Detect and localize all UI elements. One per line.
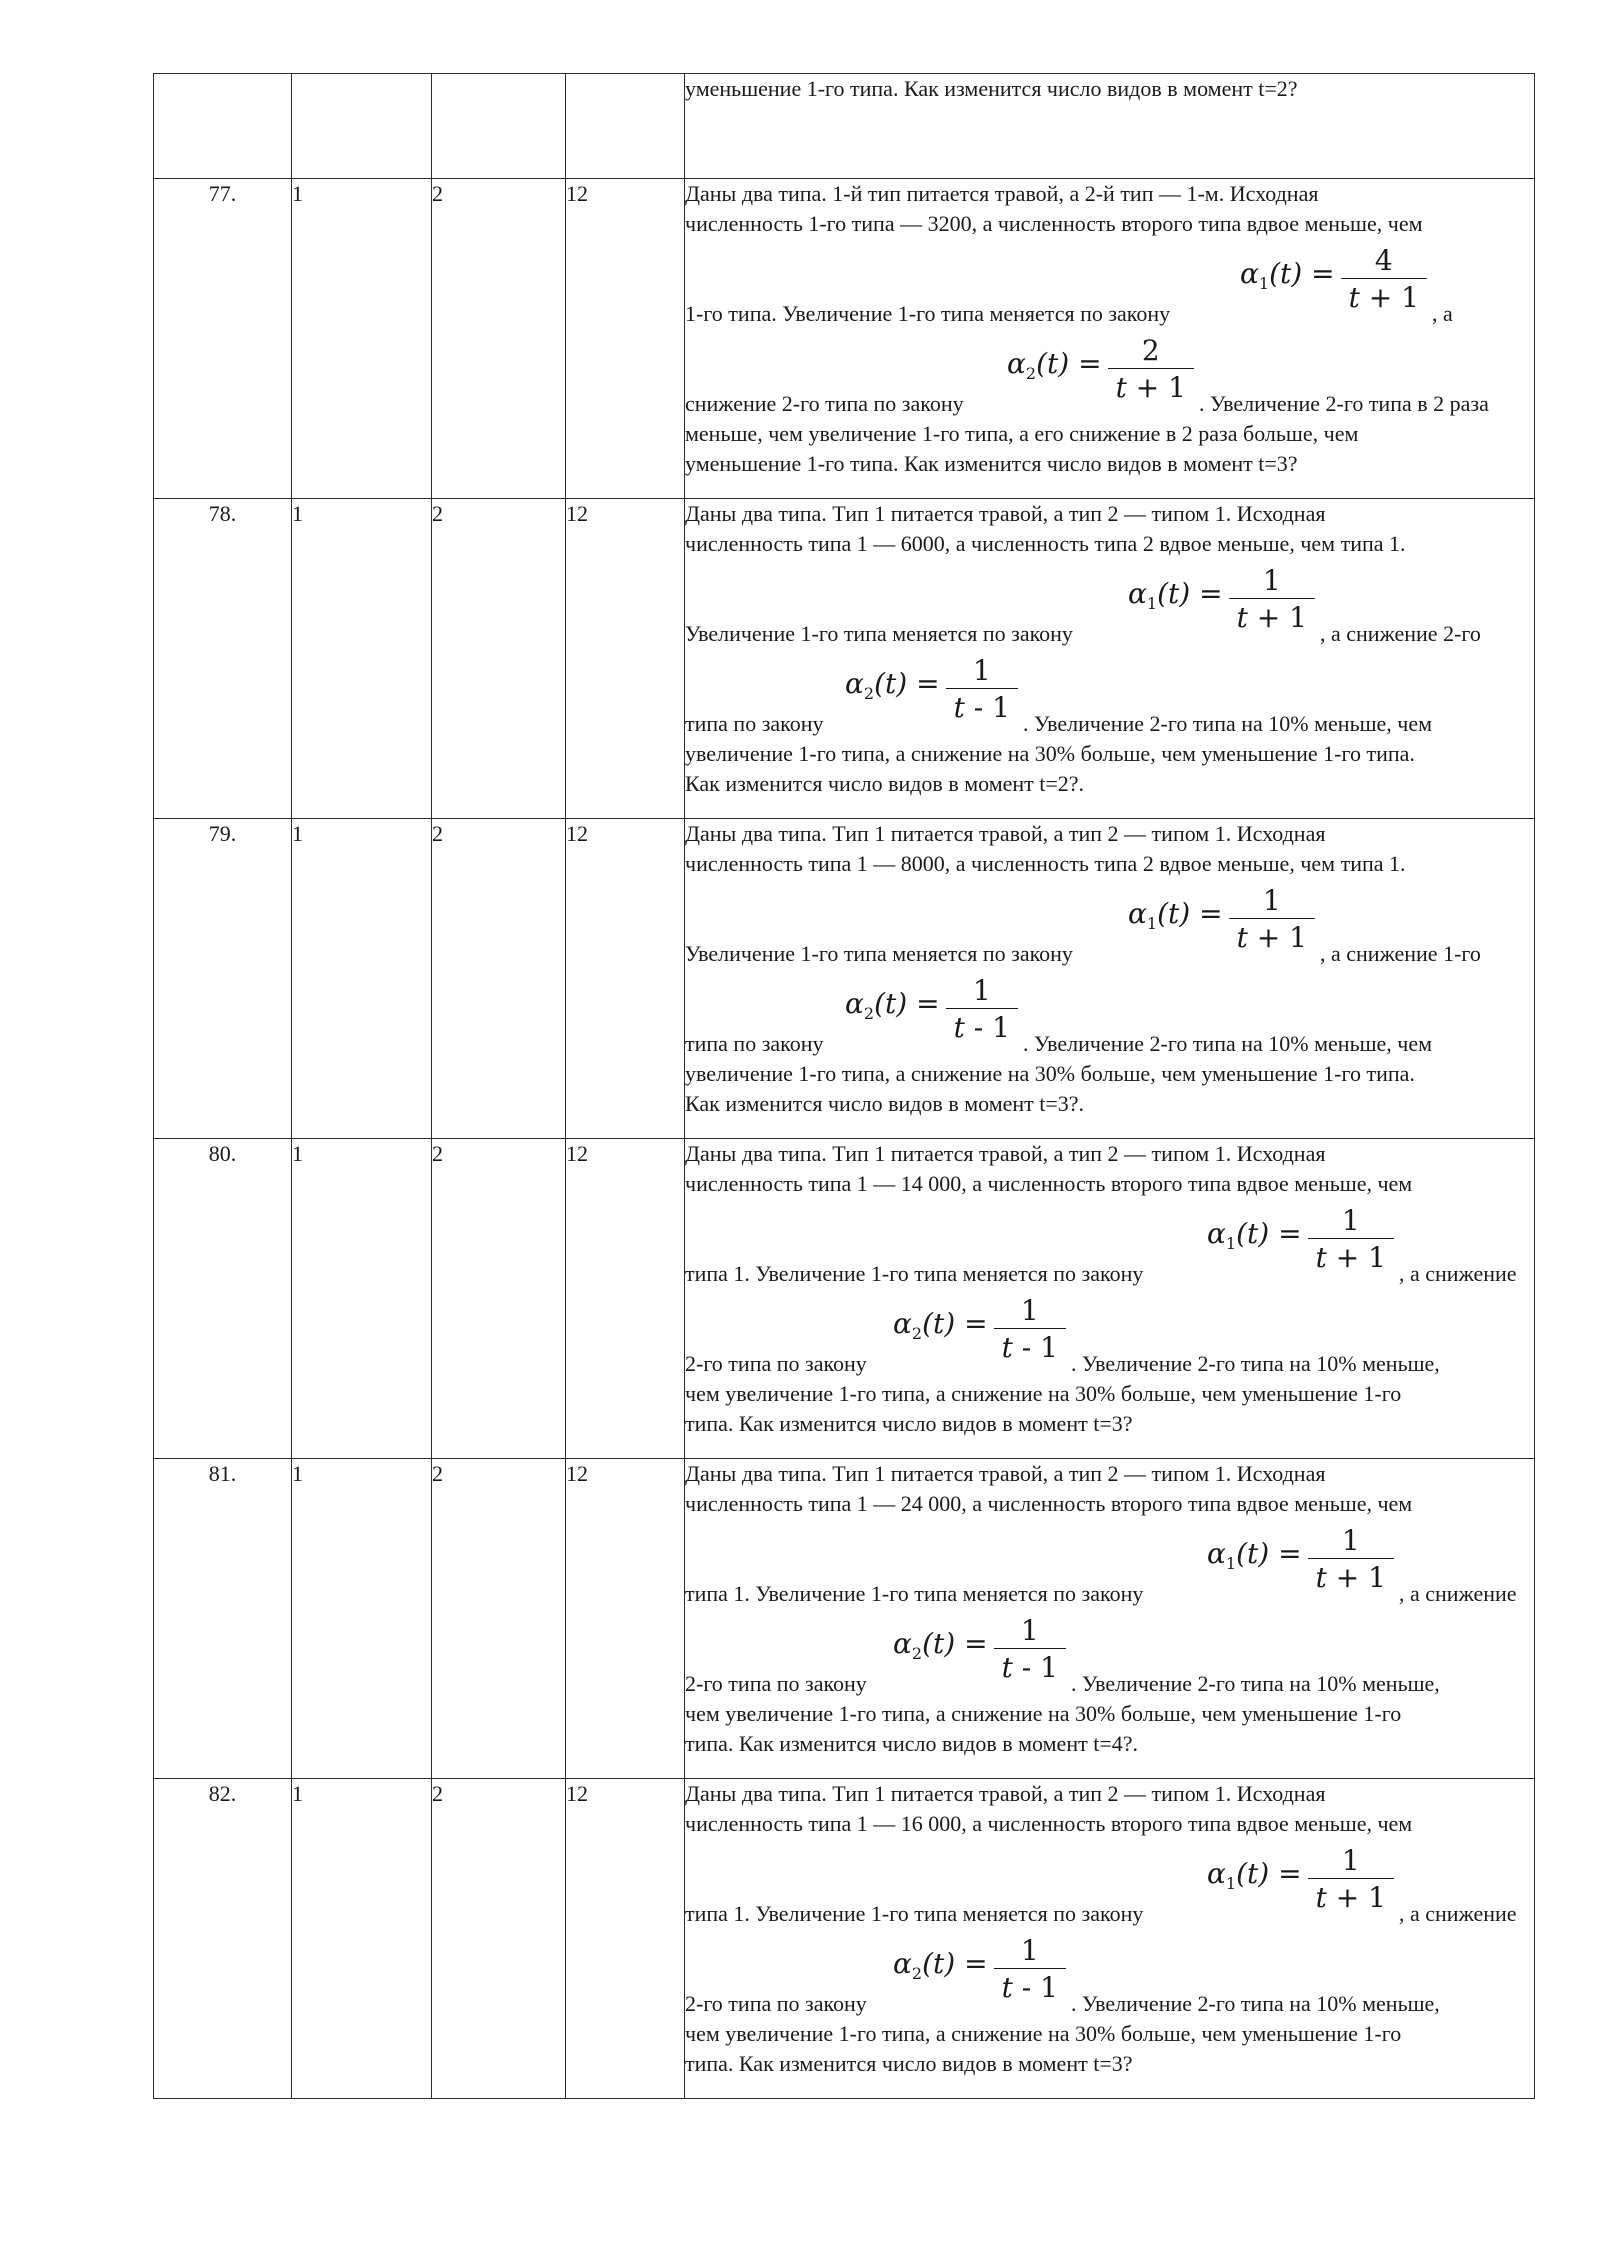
formula-subscript: 2 <box>911 1324 923 1343</box>
task-number-cell: 78. <box>154 499 292 819</box>
task-text-line: численность 1-го типа — 3200, а численность второго типа вдвое меньше, чем <box>685 211 1423 236</box>
formula-tail-text: . Увеличение 2-го типа на 10% меньше, чем <box>1023 711 1433 736</box>
formula-argument: (t) = <box>922 1947 988 1980</box>
formula-argument: (t) = <box>1036 347 1102 380</box>
formula-fraction <box>994 1294 1066 1365</box>
task-col3-cell: 12 <box>566 1459 685 1779</box>
formula-lead-text: снижение 2-го типа по закону <box>685 391 964 416</box>
task-text-formula-line <box>685 1289 1534 1379</box>
formula-numerator: 1 <box>972 653 991 687</box>
formula-denominator <box>1341 278 1427 315</box>
alpha-formula <box>845 649 1018 729</box>
task-text-line: типа. Как изменится число видов в момент t=3? <box>685 2051 1133 2076</box>
task-text-formula-line <box>685 559 1534 649</box>
formula-alpha: α <box>1207 1857 1226 1890</box>
task-text-line: Даны два типа. Тип 1 питается травой, а тип 2 — типом 1. Исходная <box>685 1781 1326 1806</box>
formula-alpha: α <box>893 1947 912 1980</box>
formula-den-operator: + <box>1335 1560 1360 1594</box>
task-text-line: Даны два типа. Тип 1 питается травой, а тип 2 — типом 1. Исходная <box>685 501 1326 526</box>
task-col1-cell: 1 <box>292 499 432 819</box>
formula-numerator: 1 <box>1262 883 1281 917</box>
formula-alpha: α <box>1207 1537 1226 1570</box>
formula-numerator: 1 <box>1341 1203 1360 1237</box>
formula-subscript: 1 <box>1225 1554 1237 1573</box>
formula-alpha: α <box>893 1307 912 1340</box>
task-text-formula-line <box>685 1839 1534 1929</box>
formula-numerator: 1 <box>1020 1933 1039 1967</box>
formula-subscript: 2 <box>911 1964 923 1983</box>
task-col3-cell: 12 <box>566 499 685 819</box>
formula-den-operator: + <box>1368 280 1393 314</box>
formula-den-variable: t <box>1115 370 1127 404</box>
task-number-cell: 82. <box>154 1779 292 2099</box>
formula-denominator <box>994 1648 1066 1685</box>
formula-subscript: 2 <box>863 1004 875 1023</box>
formula-den-operator: + <box>1335 1880 1360 1914</box>
formula-numerator: 1 <box>1020 1293 1039 1327</box>
task-col2-cell: 2 <box>432 1779 566 2099</box>
formula-tail-text: . Увеличение 2-го типа на 10% меньше, <box>1071 1671 1440 1696</box>
formula-fraction <box>1308 1204 1394 1275</box>
formula-subscript: 2 <box>911 1644 923 1663</box>
formula-den-constant: 1 <box>1401 280 1419 314</box>
task-text-line: меньше, чем увеличение 1-го типа, а его снижение в 2 раза больше, чем <box>685 421 1359 446</box>
formula-tail-text: , а снижение <box>1399 1901 1517 1926</box>
tasks-table-body <box>154 74 1535 2099</box>
task-text-line: численность типа 1 — 8000, а численность типа 2 вдвое меньше, чем типа 1. <box>685 851 1406 876</box>
task-text-line: чем увеличение 1-го типа, а снижение на 30% больше, чем уменьшение 1-го <box>685 1381 1402 1406</box>
formula-den-constant: 1 <box>1368 1240 1386 1274</box>
formula-denominator <box>994 1968 1066 2005</box>
formula-argument: (t) = <box>874 987 940 1020</box>
formula-lead-text: типа по закону <box>685 711 824 736</box>
formula-alpha: α <box>1240 257 1259 290</box>
alpha-formula <box>1128 559 1315 639</box>
formula-alpha: α <box>893 1627 912 1660</box>
formula-lead-text: 2-го типа по закону <box>685 1991 867 2016</box>
task-text-cell <box>685 179 1535 499</box>
task-text-formula-line <box>685 969 1534 1059</box>
formula-lhs <box>1128 579 1229 619</box>
task-col3-cell: 12 <box>566 819 685 1139</box>
formula-fraction <box>1308 1844 1394 1915</box>
task-text-line: Как изменится число видов в момент t=3?. <box>685 1091 1085 1116</box>
formula-lhs <box>1207 1539 1308 1579</box>
task-text-line: численность типа 1 — 6000, а численность типа 2 вдвое меньше, чем типа 1. <box>685 531 1406 556</box>
formula-argument: (t) = <box>1236 1537 1302 1570</box>
alpha-formula <box>893 1929 1066 2009</box>
formula-subscript: 1 <box>1258 274 1270 293</box>
task-text-formula-line <box>685 1199 1534 1289</box>
task-text-cell <box>685 1139 1535 1459</box>
task-number-cell: 81. <box>154 1459 292 1779</box>
formula-lead-text: 2-го типа по закону <box>685 1351 867 1376</box>
formula-tail-text: , а снижение <box>1399 1581 1517 1606</box>
task-row <box>154 499 1535 819</box>
alpha-formula <box>1128 879 1315 959</box>
formula-lhs <box>893 1309 994 1349</box>
formula-fraction <box>1108 334 1194 405</box>
task-text-line: численность типа 1 — 16 000, а численность второго типа вдвое меньше, чем <box>685 1811 1413 1836</box>
formula-lead-text: типа 1. Увеличение 1-го типа меняется по закону <box>685 1261 1144 1286</box>
task-text-formula-line <box>685 1519 1534 1609</box>
task-text-cell <box>685 74 1535 179</box>
formula-den-variable: t <box>1236 920 1248 954</box>
task-col2-cell: 2 <box>432 499 566 819</box>
task-row <box>154 1779 1535 2099</box>
alpha-formula <box>1240 239 1427 319</box>
formula-den-variable: t <box>1001 1970 1013 2004</box>
task-text-line: Даны два типа. Тип 1 питается травой, а тип 2 — типом 1. Исходная <box>685 1141 1326 1166</box>
task-col1-cell: 1 <box>292 1139 432 1459</box>
alpha-formula <box>893 1609 1066 1689</box>
formula-tail-text: . Увеличение 2-го типа в 2 раза <box>1199 391 1489 416</box>
formula-denominator <box>1108 368 1194 405</box>
formula-tail-text: , а снижение <box>1399 1261 1517 1286</box>
formula-den-variable: t <box>1315 1560 1327 1594</box>
formula-fraction <box>1229 884 1315 955</box>
task-col1-cell: 1 <box>292 179 432 499</box>
formula-fraction <box>994 1934 1066 2005</box>
formula-lead-text: типа 1. Увеличение 1-го типа меняется по закону <box>685 1581 1144 1606</box>
task-col3-cell: 12 <box>566 179 685 499</box>
task-col2-cell: 2 <box>432 179 566 499</box>
formula-alpha: α <box>845 667 864 700</box>
task-text-cell <box>685 1779 1535 2099</box>
formula-argument: (t) = <box>922 1307 988 1340</box>
formula-den-constant: 1 <box>1368 1560 1386 1594</box>
formula-alpha: α <box>1007 347 1026 380</box>
formula-lead-text: типа 1. Увеличение 1-го типа меняется по закону <box>685 1901 1144 1926</box>
task-number-cell: 80. <box>154 1139 292 1459</box>
task-text-line: типа. Как изменится число видов в момент t=3? <box>685 1411 1133 1436</box>
formula-den-operator: - <box>1021 1970 1032 2004</box>
task-row <box>154 1139 1535 1459</box>
formula-den-constant: 1 <box>1289 600 1307 634</box>
task-text-line: Даны два типа. Тип 1 питается травой, а тип 2 — типом 1. Исходная <box>685 1461 1326 1486</box>
formula-den-constant: 1 <box>992 1010 1010 1044</box>
formula-denominator <box>994 1328 1066 1365</box>
alpha-formula <box>1007 329 1194 409</box>
formula-denominator <box>1308 1558 1394 1595</box>
task-text-line: типа. Как изменится число видов в момент t=4?. <box>685 1731 1138 1756</box>
task-text-line: увеличение 1-го типа, а снижение на 30% больше, чем уменьшение 1-го типа. <box>685 741 1415 766</box>
task-col3-cell: 12 <box>566 1779 685 2099</box>
formula-denominator <box>1308 1878 1394 1915</box>
formula-den-constant: 1 <box>1368 1880 1386 1914</box>
formula-numerator: 1 <box>1262 563 1281 597</box>
formula-den-constant: 1 <box>1289 920 1307 954</box>
formula-tail-text: , а снижение 2-го <box>1320 621 1481 646</box>
formula-den-operator: - <box>1021 1650 1032 1684</box>
formula-den-variable: t <box>953 1010 965 1044</box>
task-col1-cell <box>292 74 432 179</box>
formula-den-constant: 1 <box>1040 1330 1058 1364</box>
task-text-formula-line <box>685 239 1534 329</box>
formula-numerator: 2 <box>1141 333 1160 367</box>
task-text-line: чем увеличение 1-го типа, а снижение на 30% больше, чем уменьшение 1-го <box>685 1701 1402 1726</box>
formula-fraction <box>1341 244 1427 315</box>
formula-lhs <box>1128 899 1229 939</box>
task-col1-cell: 1 <box>292 1459 432 1779</box>
formula-den-operator: + <box>1256 920 1281 954</box>
formula-lhs <box>845 989 946 1029</box>
formula-numerator: 1 <box>1341 1843 1360 1877</box>
formula-lhs <box>1240 259 1341 299</box>
task-col2-cell: 2 <box>432 1459 566 1779</box>
formula-fraction <box>1308 1524 1394 1595</box>
formula-numerator: 1 <box>1020 1613 1039 1647</box>
formula-tail-text: . Увеличение 2-го типа на 10% меньше, чем <box>1023 1031 1433 1056</box>
formula-lhs <box>845 669 946 709</box>
formula-tail-text: , а снижение 1-го <box>1320 941 1481 966</box>
formula-den-operator: + <box>1335 1240 1360 1274</box>
formula-denominator <box>1308 1238 1394 1275</box>
formula-tail-text: , а <box>1432 301 1453 326</box>
formula-fraction <box>946 974 1018 1045</box>
task-col2-cell <box>432 74 566 179</box>
alpha-formula <box>845 969 1018 1049</box>
task-text-formula-line <box>685 879 1534 969</box>
formula-numerator: 1 <box>972 973 991 1007</box>
task-text-line: Даны два типа. Тип 1 питается травой, а тип 2 — типом 1. Исходная <box>685 821 1326 846</box>
formula-argument: (t) = <box>922 1627 988 1660</box>
task-row <box>154 1459 1535 1779</box>
task-col1-cell: 1 <box>292 819 432 1139</box>
formula-numerator: 1 <box>1341 1523 1360 1557</box>
alpha-formula <box>1207 1839 1394 1919</box>
formula-argument: (t) = <box>1157 897 1223 930</box>
formula-den-variable: t <box>1236 600 1248 634</box>
task-text-cell <box>685 819 1535 1139</box>
formula-den-constant: 1 <box>1168 370 1186 404</box>
task-row <box>154 179 1535 499</box>
task-text-cell <box>685 499 1535 819</box>
task-col2-cell: 2 <box>432 819 566 1139</box>
formula-subscript: 2 <box>863 684 875 703</box>
formula-den-constant: 1 <box>992 690 1010 724</box>
formula-den-variable: t <box>953 690 965 724</box>
task-text-formula-line <box>685 1929 1534 2019</box>
formula-den-constant: 1 <box>1040 1970 1058 2004</box>
task-text-cell <box>685 1459 1535 1779</box>
formula-lhs <box>1007 349 1108 389</box>
task-text-formula-line <box>685 329 1534 419</box>
formula-den-variable: t <box>1348 280 1360 314</box>
formula-lead-text: типа по закону <box>685 1031 824 1056</box>
formula-subscript: 1 <box>1146 914 1158 933</box>
formula-denominator <box>1229 918 1315 955</box>
formula-argument: (t) = <box>1236 1857 1302 1890</box>
formula-lead-text: 1-го типа. Увеличение 1-го типа меняется по закону <box>685 301 1171 326</box>
task-col1-cell: 1 <box>292 1779 432 2099</box>
task-text-line: Даны два типа. 1-й тип питается травой, а 2-й тип — 1-м. Исходная <box>685 181 1319 206</box>
formula-subscript: 1 <box>1225 1874 1237 1893</box>
formula-den-operator: + <box>1135 370 1160 404</box>
formula-denominator <box>1229 598 1315 635</box>
alpha-formula <box>893 1289 1066 1369</box>
formula-lead-text: 2-го типа по закону <box>685 1671 867 1696</box>
formula-den-operator: + <box>1256 600 1281 634</box>
formula-alpha: α <box>845 987 864 1020</box>
task-text-line: Как изменится число видов в момент t=2?. <box>685 771 1085 796</box>
formula-tail-text: . Увеличение 2-го типа на 10% меньше, <box>1071 1991 1440 2016</box>
task-text-formula-line <box>685 1609 1534 1699</box>
task-text-line: уменьшение 1-го типа. Как изменится число видов в момент t=2? <box>685 76 1298 101</box>
formula-numerator: 4 <box>1374 243 1393 277</box>
formula-den-variable: t <box>1315 1240 1327 1274</box>
formula-alpha: α <box>1207 1217 1226 1250</box>
formula-lhs <box>893 1629 994 1669</box>
task-number-cell <box>154 74 292 179</box>
formula-lead-text: Увеличение 1-го типа меняется по закону <box>685 941 1073 966</box>
formula-lhs <box>1207 1859 1308 1899</box>
formula-denominator <box>946 688 1018 725</box>
formula-den-operator: - <box>973 690 984 724</box>
formula-denominator <box>946 1008 1018 1045</box>
task-text-formula-line <box>685 649 1534 739</box>
task-text-line: численность типа 1 — 24 000, а численность второго типа вдвое меньше, чем <box>685 1491 1413 1516</box>
task-col3-cell <box>566 74 685 179</box>
task-row <box>154 74 1535 179</box>
formula-den-variable: t <box>1315 1880 1327 1914</box>
task-col2-cell: 2 <box>432 1139 566 1459</box>
formula-alpha: α <box>1128 577 1147 610</box>
formula-tail-text: . Увеличение 2-го типа на 10% меньше, <box>1071 1351 1440 1376</box>
formula-alpha: α <box>1128 897 1147 930</box>
formula-subscript: 2 <box>1025 364 1037 383</box>
formula-lead-text: Увеличение 1-го типа меняется по закону <box>685 621 1073 646</box>
formula-den-variable: t <box>1001 1330 1013 1364</box>
tasks-table <box>153 73 1535 2099</box>
task-col3-cell: 12 <box>566 1139 685 1459</box>
formula-subscript: 1 <box>1225 1234 1237 1253</box>
task-text-line: увеличение 1-го типа, а снижение на 30% больше, чем уменьшение 1-го типа. <box>685 1061 1415 1086</box>
task-row <box>154 819 1535 1139</box>
formula-fraction <box>1229 564 1315 635</box>
formula-argument: (t) = <box>874 667 940 700</box>
formula-argument: (t) = <box>1269 257 1335 290</box>
task-text-line: численность типа 1 — 14 000, а численность второго типа вдвое меньше, чем <box>685 1171 1413 1196</box>
formula-fraction <box>946 654 1018 725</box>
formula-argument: (t) = <box>1236 1217 1302 1250</box>
formula-den-operator: - <box>1021 1330 1032 1364</box>
formula-den-operator: - <box>973 1010 984 1044</box>
alpha-formula <box>1207 1199 1394 1279</box>
alpha-formula <box>1207 1519 1394 1599</box>
formula-fraction <box>994 1614 1066 1685</box>
formula-argument: (t) = <box>1157 577 1223 610</box>
formula-lhs <box>1207 1219 1308 1259</box>
formula-den-variable: t <box>1001 1650 1013 1684</box>
formula-subscript: 1 <box>1146 594 1158 613</box>
task-number-cell: 77. <box>154 179 292 499</box>
task-text-line: чем увеличение 1-го типа, а снижение на 30% больше, чем уменьшение 1-го <box>685 2021 1402 2046</box>
formula-den-constant: 1 <box>1040 1650 1058 1684</box>
task-number-cell: 79. <box>154 819 292 1139</box>
formula-lhs <box>893 1949 994 1989</box>
task-text-line: уменьшение 1-го типа. Как изменится число видов в момент t=3? <box>685 451 1298 476</box>
